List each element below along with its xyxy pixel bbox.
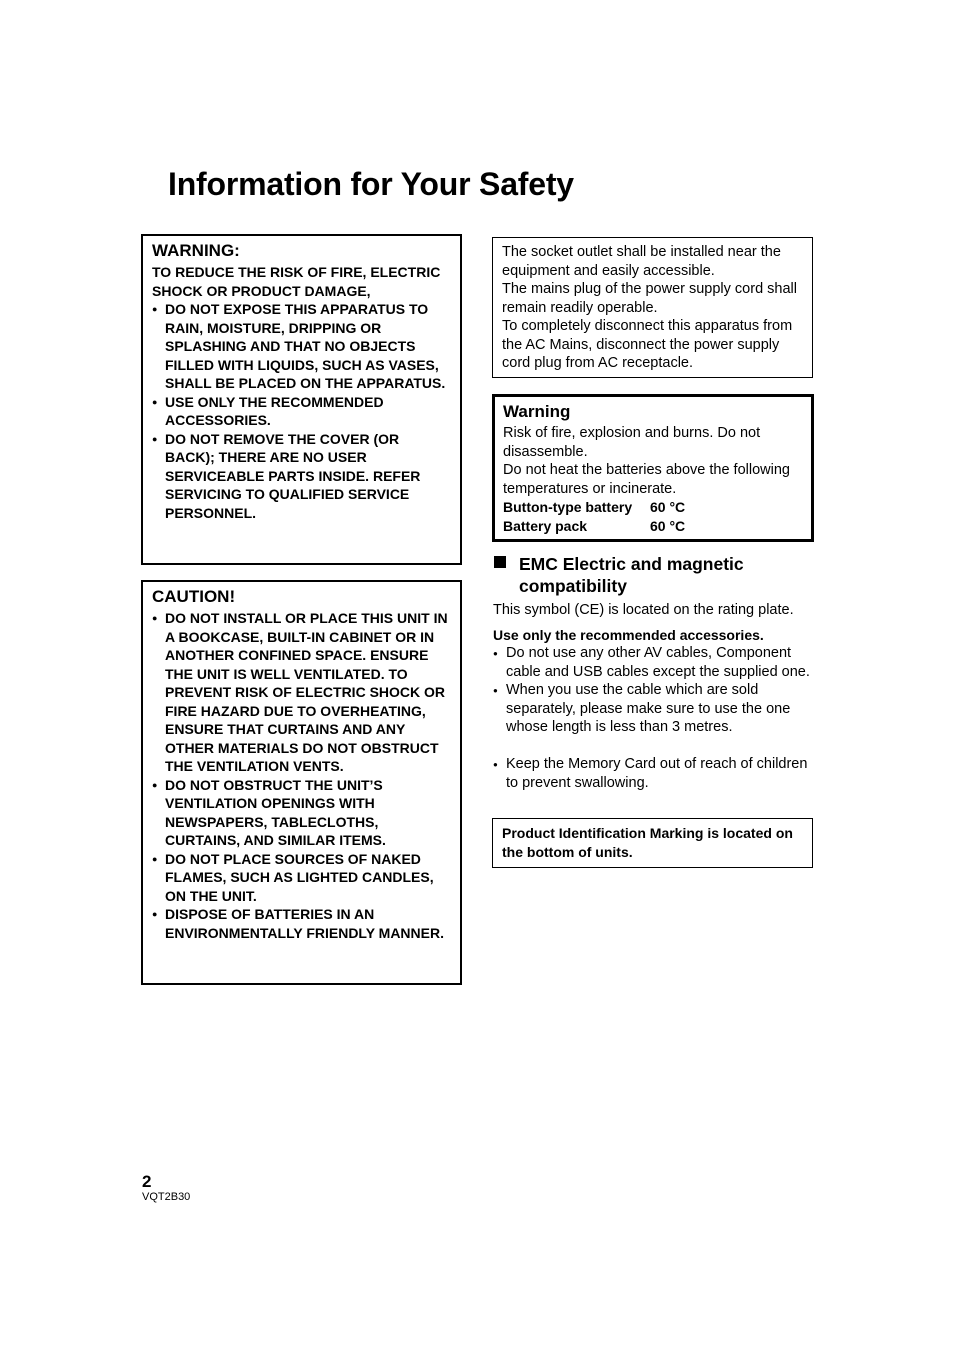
temperature-label: Battery pack — [503, 517, 588, 534]
caution-item: ● DO NOT PLACE SOURCES OF NAKED FLAMES, SUCH AS LIGHTED CANDLES, ON THE UNIT. — [152, 850, 451, 906]
emc-body — [493, 601, 815, 792]
warning-item: ● DO NOT REMOVE THE COVER (OR BACK); THERE ARE NO USER SERVICEABLE PARTS INSIDE. REFER SERVICING TO QUALIFIED SERVICE PERSONNEL. — [152, 430, 451, 523]
warning-box — [141, 234, 462, 565]
square-bullet-icon — [494, 556, 506, 568]
caution-heading: CAUTION! — [152, 587, 236, 606]
battery-warning-heading: Warning — [503, 402, 571, 421]
warning-heading: WARNING: — [152, 241, 240, 260]
document-code: VQT2B30 — [142, 1191, 191, 1203]
socket-paragraph: To completely disconnect this apparatus from the AC Mains, disconnect the power supply cord plug from AC receptacle. — [502, 318, 793, 371]
warning-intro: TO REDUCE THE RISK OF FIRE, ELECTRIC SHOCK OR PRODUCT DAMAGE, — [152, 264, 441, 299]
page-number: 2 — [142, 1172, 152, 1191]
socket-outlet-box — [492, 237, 813, 378]
emc-list — [493, 644, 815, 737]
socket-paragraph: The mains plug of the power supply cord shall remain readily operable. — [502, 281, 797, 316]
product-id-box — [492, 818, 813, 868]
emc-heading-text: EMC Electric and magnetic compatibility — [519, 554, 744, 596]
battery-warning-box — [492, 394, 814, 542]
warning-item: ● DO NOT EXPOSE THIS APPARATUS TO RAIN, MOISTURE, DRIPPING OR SPLASHING AND THAT NO OBJECTS FILLED WITH LIQUIDS, SUCH AS VASES, SHALL BE PLACED ON THE APPARATUS. — [152, 300, 451, 393]
emc-symbol-note: This symbol (CE) is located on the rating plate. — [493, 602, 794, 618]
caution-box — [141, 580, 462, 985]
warning-list — [152, 300, 451, 522]
product-id-text: Product Identification Marking is located on the bottom of units. — [502, 825, 793, 860]
socket-paragraph: The socket outlet shall be installed near the equipment and easily accessible. — [502, 244, 781, 279]
caution-item: ● DISPOSE OF BATTERIES IN AN ENVIRONMENTALLY FRIENDLY MANNER. — [152, 905, 451, 942]
memory-card-list — [493, 755, 815, 792]
emc-item: ● Do not use any other AV cables, Component cable and USB cables except the supplied one. — [493, 644, 815, 681]
warning-item: ● USE ONLY THE RECOMMENDED ACCESSORIES. — [152, 393, 451, 430]
page-title: Information for Your Safety — [168, 166, 574, 202]
battery-warning-paragraph: Risk of fire, explosion and burns. Do not disassemble. — [503, 425, 761, 460]
temperature-value: 60 °C — [650, 517, 686, 534]
emc-accessories-note: Use only the recommended accessories. — [493, 626, 764, 643]
memory-card-note: ● Keep the Memory Card out of reach of children to prevent swallowing. — [493, 755, 815, 792]
battery-warning-paragraph: Do not heat the batteries above the following temperatures or incinerate. — [503, 462, 790, 497]
caution-item: ● DO NOT INSTALL OR PLACE THIS UNIT IN A BOOKCASE, BUILT-IN CABINET OR IN ANOTHER CONFINED SPACE. ENSURE THE UNIT IS WELL VENTILATED. TO PREVENT RISK OF ELECTRIC SHOCK OR FIRE HAZARD DUE TO OVERHEATING, ENSURE THAT CURTAINS AND ANY OTHER MATERIALS DO NOT OBSTRUCT THE VENTILATION VENTS. — [152, 609, 451, 776]
temperature-row — [503, 517, 803, 536]
temperature-row — [503, 498, 803, 517]
emc-item: ● When you use the cable which are sold separately, please make sure to use the one whose length is less than 3 metres. — [493, 681, 815, 737]
emc-section-heading — [494, 553, 814, 597]
temperature-label: Button-type battery — [503, 499, 633, 515]
temperature-value: 60 °C — [650, 499, 686, 515]
caution-list — [152, 609, 451, 942]
caution-item: ● DO NOT OBSTRUCT THE UNIT’S VENTILATION OPENINGS WITH NEWSPAPERS, TABLECLOTHS, CURTAINS, AND SIMILAR ITEMS. — [152, 776, 451, 850]
